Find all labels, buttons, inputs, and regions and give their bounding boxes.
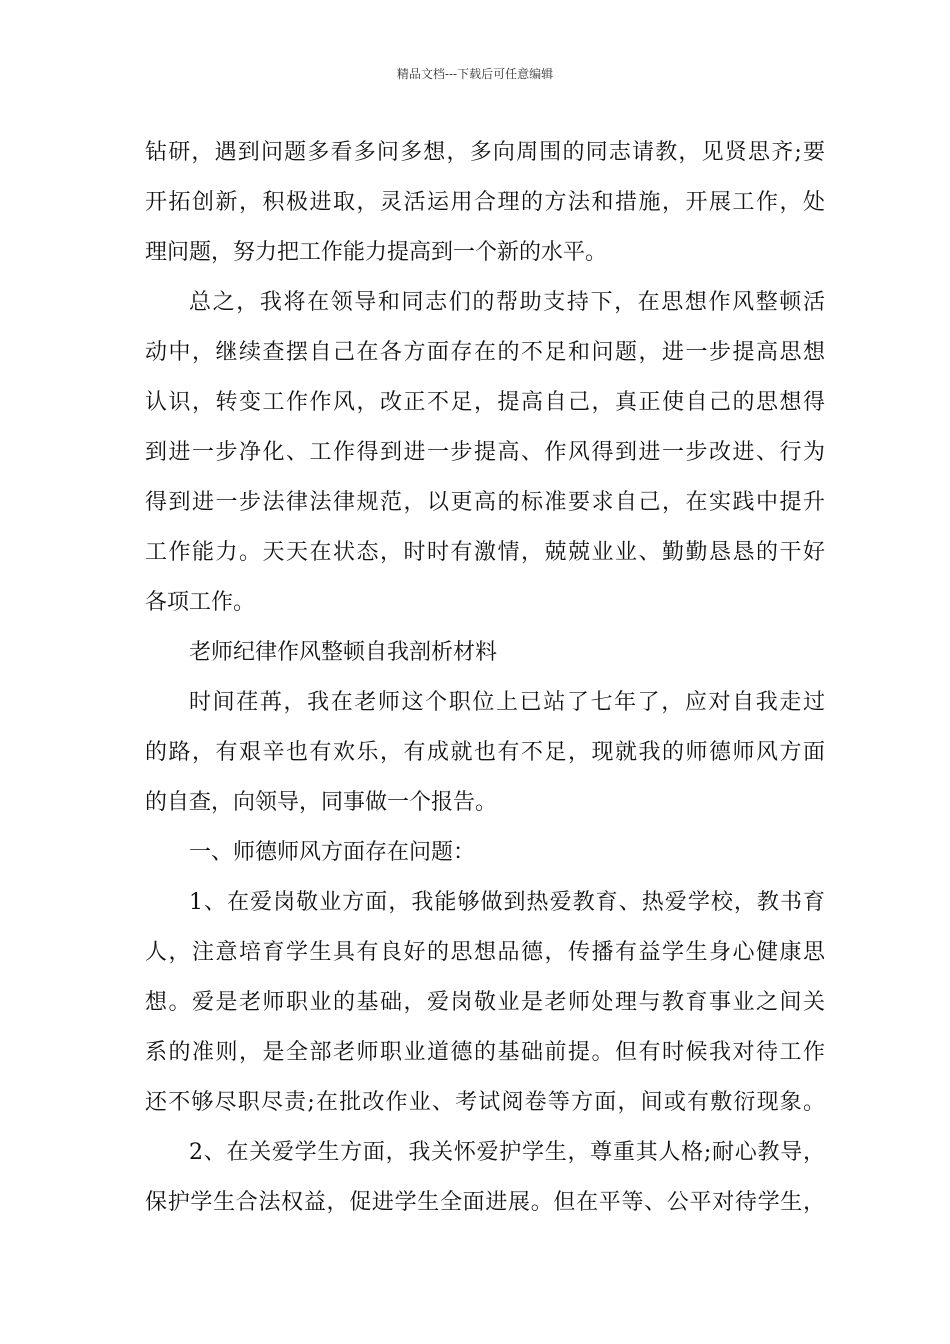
text-line: 到进一步净化、工作得到进一步提高、作风得到进一步改进、行为: [145, 440, 825, 465]
text-line: 认识，转变工作作风，改正不足，提高自己，真正使自己的思想得: [145, 390, 825, 415]
text-line: 工作能力。天天在状态，时时有激情，兢兢业业、勤勤恳恳的干好: [145, 540, 825, 565]
text-line: 想。爱是老师职业的基础，爱岗敬业是老师处理与教育事业之间关: [145, 990, 825, 1015]
section-heading: 一、师德师风方面存在问题：: [189, 840, 476, 865]
paragraph-start-line: 时间荏苒，我在老师这个职位上已站了七年了，应对自我走过: [189, 690, 825, 715]
page-header: 精品文档---下载后可任意编辑: [396, 67, 554, 81]
text-line: 理问题，努力把工作能力提高到一个新的水平。: [145, 240, 608, 265]
text-line: 钻研，遇到问题多看多问多想，多向周围的同志请教，见贤思齐;要: [145, 140, 825, 165]
document-body: [145, 128, 825, 1228]
text-line: 动中，继续查摆自己在各方面存在的不足和问题，进一步提高思想: [145, 340, 825, 365]
text-line: 各项工作。: [145, 590, 256, 615]
text-line: 得到进一步法律法律规范，以更高的标准要求自己，在实践中提升: [145, 490, 825, 515]
text-line: 系的准则，是全部老师职业道德的基础前提。但有时候我对待工作: [145, 1040, 825, 1065]
text-line: 的路，有艰辛也有欢乐，有成就也有不足，现就我的师德师风方面: [145, 740, 825, 765]
text-line: 的自查，向领导，同事做一个报告。: [145, 790, 498, 815]
section-title: 老师纪律作风整顿自我剖析材料: [189, 640, 498, 665]
text-line: 人，注意培育学生具有良好的思想品德，传播有益学生身心健康思: [145, 940, 825, 965]
paragraph-start-line: 2、在关爱学生方面，我关怀爱护学生，尊重其人格;耐心教导，: [189, 1140, 825, 1165]
text-line: 还不够尽职尽责;在批改作业、考试阅卷等方面，间或有敷衍现象。: [145, 1090, 825, 1115]
paragraph-start-line: 1、在爱岗敬业方面，我能够做到热爱教育、热爱学校，教书育: [189, 890, 825, 915]
text-line: 保护学生合法权益，促进学生全面进展。但在平等、公平对待学生，: [145, 1190, 825, 1215]
text-line: 开拓创新，积极进取，灵活运用合理的方法和措施，开展工作，处: [145, 190, 825, 215]
paragraph-start-line: 总之，我将在领导和同志们的帮助支持下，在思想作风整顿活: [189, 290, 825, 315]
